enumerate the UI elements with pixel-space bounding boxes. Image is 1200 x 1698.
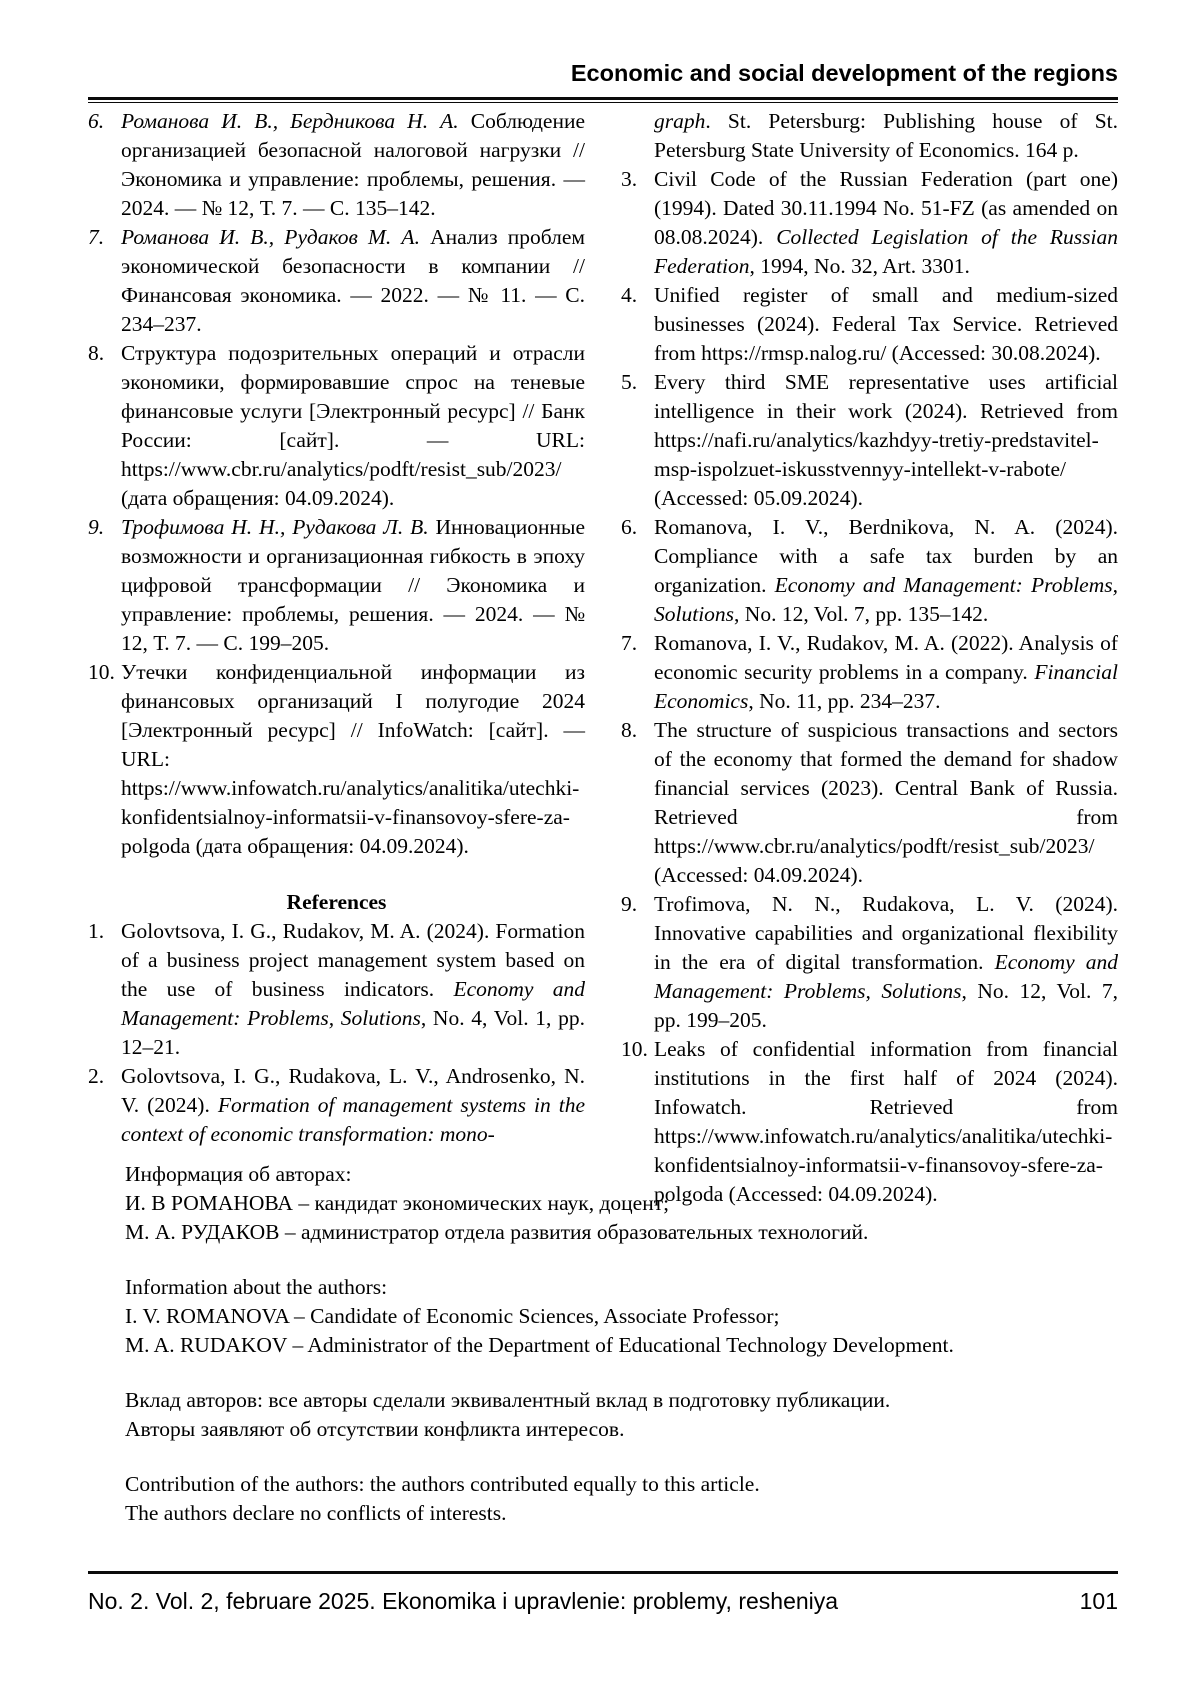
right-column [621, 107, 1118, 1209]
author-info-en-heading: Information about the authors: [125, 1275, 388, 1299]
reference-text: , No. 4, Vol. 1, pp. 12–21. [121, 1006, 585, 1059]
contribution-en-line: Contribution of the authors: the authors contributed equally to this article. [125, 1472, 760, 1496]
reference-text: , 1994, No. 32, Art. 3301. [749, 254, 970, 278]
reference-item [88, 223, 585, 339]
contribution-en-line: The authors declare no conflicts of interests. [125, 1501, 507, 1525]
footer-rule [88, 1571, 1118, 1574]
author-info-section [125, 1160, 1118, 1554]
reference-number: 7. [621, 631, 638, 655]
reference-text-italic: Романова И. В., Рудаков М. А. [121, 225, 420, 249]
reference-item [621, 629, 1118, 716]
author-info-ru-block [125, 1160, 1118, 1247]
author-info-ru-heading: Информация об авторах: [125, 1162, 352, 1186]
author-info-en-block [125, 1273, 1118, 1360]
reference-text: , No. 11, pp. 234–237. [748, 689, 941, 713]
reference-text-italic: Романова И. В., Бердникова Н. А. [121, 109, 459, 133]
reference-text-italic: Economy and Management: Problems, Solutions [654, 950, 1119, 1003]
reference-text: Romanova, I. V., Rudakov, M. A. (2022). Analysis of economic security problems in a company. [654, 631, 1118, 684]
reference-item [621, 165, 1118, 281]
author-info-en-line: M. A. RUDAKOV – Administrator of the Department of Educational Technology Development. [125, 1333, 954, 1357]
contribution-ru-line: Вклад авторов: все авторы сделали эквивалентный вклад в подготовку публикации. [125, 1388, 891, 1412]
reference-text: Анализ проблем экономической безопасности в компании // Финансовая экономика. — 2022. — № 11. — С. 234–237. [121, 225, 586, 336]
author-info-en-line: I. V. ROMANOVA – Candidate of Economic Sciences, Associate Professor; [125, 1304, 780, 1328]
reference-item [621, 281, 1118, 368]
reference-item [621, 716, 1118, 890]
footer-page-number: 101 [1079, 1588, 1118, 1614]
reference-number: 6. [621, 515, 638, 539]
reference-item [88, 513, 585, 658]
reference-text: Утечки конфиденциальной информации из финансовых организаций I полугодие 2024 [Электронный ресурс] // InfoWatch: [сайт]. — URL: https://www.infowatch.ru/analytics/analitika/utechki-konfidentsialnoy-informatsii-v-finansovoy-sfere-za-polgoda (дата обращения: 04.09.2024). [121, 660, 585, 858]
reference-text-italic: Economy and Management: Problems, Solutions [121, 977, 585, 1030]
reference-number: 9. [88, 515, 105, 539]
running-head-title: Economic and social development of the regions [570, 60, 1118, 86]
reference-text: . St. Petersburg: Publishing house of St. Petersburg State University of Economics. 164 p. [654, 109, 1118, 162]
reference-item [88, 658, 585, 861]
reference-text-italic: Трофимова Н. Н., Рудакова Л. В. [121, 515, 429, 539]
reference-text-italic: Economy and Management: Problems, Solutions [654, 573, 1118, 626]
reference-text: Инновационные возможности и организационная гибкость в эпоху цифровой трансформации // Экономика и управление: проблемы, решения. — 2024. — № 12, Т. 7. — С. 199–205. [121, 515, 585, 655]
reference-text-italic: graph [654, 109, 706, 133]
reference-text: Unified register of small and medium-sized businesses (2024). Federal Tax Service. Retrieved from https://rmsp.nalog.ru/ (Accessed: 30.08.2024). [654, 283, 1118, 365]
left-column [88, 107, 585, 1149]
reference-text: Golovtsova, I. G., Rudakova, L. V., Androsenko, N. V. (2024). [121, 1064, 585, 1117]
reference-continuation [621, 107, 1118, 165]
reference-number: 2. [88, 1064, 105, 1088]
reference-text: Golovtsova, I. G., Rudakov, M. A. (2024). Formation of a business project management system based on the use of business indicators. [121, 919, 585, 1001]
reference-text: Trofimova, N. N., Rudakova, L. V. (2024). Innovative capabilities and organizational flexibility in the era of digital transformation. [654, 892, 1118, 974]
reference-item [88, 107, 585, 223]
reference-text: , No. 12, Vol. 7, pp. 135–142. [734, 602, 989, 626]
reference-item [621, 890, 1118, 1035]
reference-text-italic: Financial Economics [654, 660, 1118, 713]
reference-number: 6. [88, 109, 105, 133]
page-footer [88, 1586, 1118, 1616]
reference-number: 5. [621, 370, 638, 394]
reference-number: 3. [621, 167, 638, 191]
reference-number: 10. [88, 660, 115, 684]
author-info-ru-line: М. А. РУДАКОВ – администратор отдела развития образовательных технологий. [125, 1220, 869, 1244]
footer-journal-line: No. 2. Vol. 2, februare 2025. Ekonomika i upravlenie: problemy, resheniya [88, 1588, 839, 1614]
contribution-en-block [125, 1470, 1118, 1528]
reference-text: Romanova, I. V., Berdnikova, N. A. (2024). Compliance with a safe tax burden by an organization. [654, 515, 1118, 597]
reference-text: Соблюдение организацией безопасной налоговой нагрузки // Экономика и управление: проблемы, решения. — 2024. — № 12, Т. 7. — С. 135–142. [121, 109, 585, 220]
reference-item [88, 1062, 585, 1149]
reference-number: 10. [621, 1037, 648, 1061]
contribution-ru-line: Авторы заявляют об отсутствии конфликта интересов. [125, 1417, 625, 1441]
reference-number: 9. [621, 892, 638, 916]
reference-item [621, 513, 1118, 629]
reference-number: 1. [88, 919, 105, 943]
reference-text: The structure of suspicious transactions and sectors of the economy that formed the demand for shadow financial services (2023). Central Bank of Russia. Retrieved from https://www.cbr.ru/analytics/podft/resist_sub/2023/ (Accessed: 04.09.2024). [654, 718, 1118, 887]
reference-number: 4. [621, 283, 638, 307]
reference-text-italic: Collected Legislation of the Russian Federation [654, 225, 1118, 278]
header-rule [88, 97, 1118, 103]
reference-number: 7. [88, 225, 105, 249]
reference-text: Структура подозрительных операций и отрасли экономики, формировавшие спрос на теневые финансовые услуги [Электронный ресурс] // Банк России: [сайт]. — URL: https://www.cbr.ru/analytics/podft/resist_sub/2023/ (дата обращения: 04.09.2024). [121, 341, 585, 510]
reference-item [88, 917, 585, 1062]
reference-text: , No. 12, Vol. 7, pp. 199–205. [654, 979, 1118, 1032]
reference-text: Leaks of confidential information from financial institutions in the first half of 2024 (2024). Infowatch. Retrieved from https://www.infowatch.ru/analytics/analitika/utechki-konfidentsialnoy-informatsii-v-finansovoy-sfere-za-polgoda (Accessed: 04.09.2024). [654, 1037, 1118, 1206]
references-section [88, 107, 1118, 1209]
reference-text: Civil Code of the Russian Federation (part one) (1994). Dated 30.11.1994 No. 51-FZ (as amended on 08.08.2024). [654, 167, 1118, 249]
author-info-ru-line: И. В РОМАНОВА – кандидат экономических наук, доцент; [125, 1191, 670, 1215]
reference-item [88, 339, 585, 513]
reference-number: 8. [88, 341, 105, 365]
reference-number: 8. [621, 718, 638, 742]
contribution-ru-block [125, 1386, 1118, 1444]
reference-item [621, 368, 1118, 513]
references-heading: References [286, 890, 387, 914]
reference-text: Every third SME representative uses artificial intelligence in their work (2024). Retrieved from https://nafi.ru/analytics/kazhdyy-tretiy-predstavitel-msp-ispolzuet-iskusstvennyy-intellekt-v-rabote/ (Accessed: 05.09.2024). [654, 370, 1118, 510]
reference-text-italic: Formation of management systems in the context of economic transformation: mono- [121, 1093, 585, 1146]
